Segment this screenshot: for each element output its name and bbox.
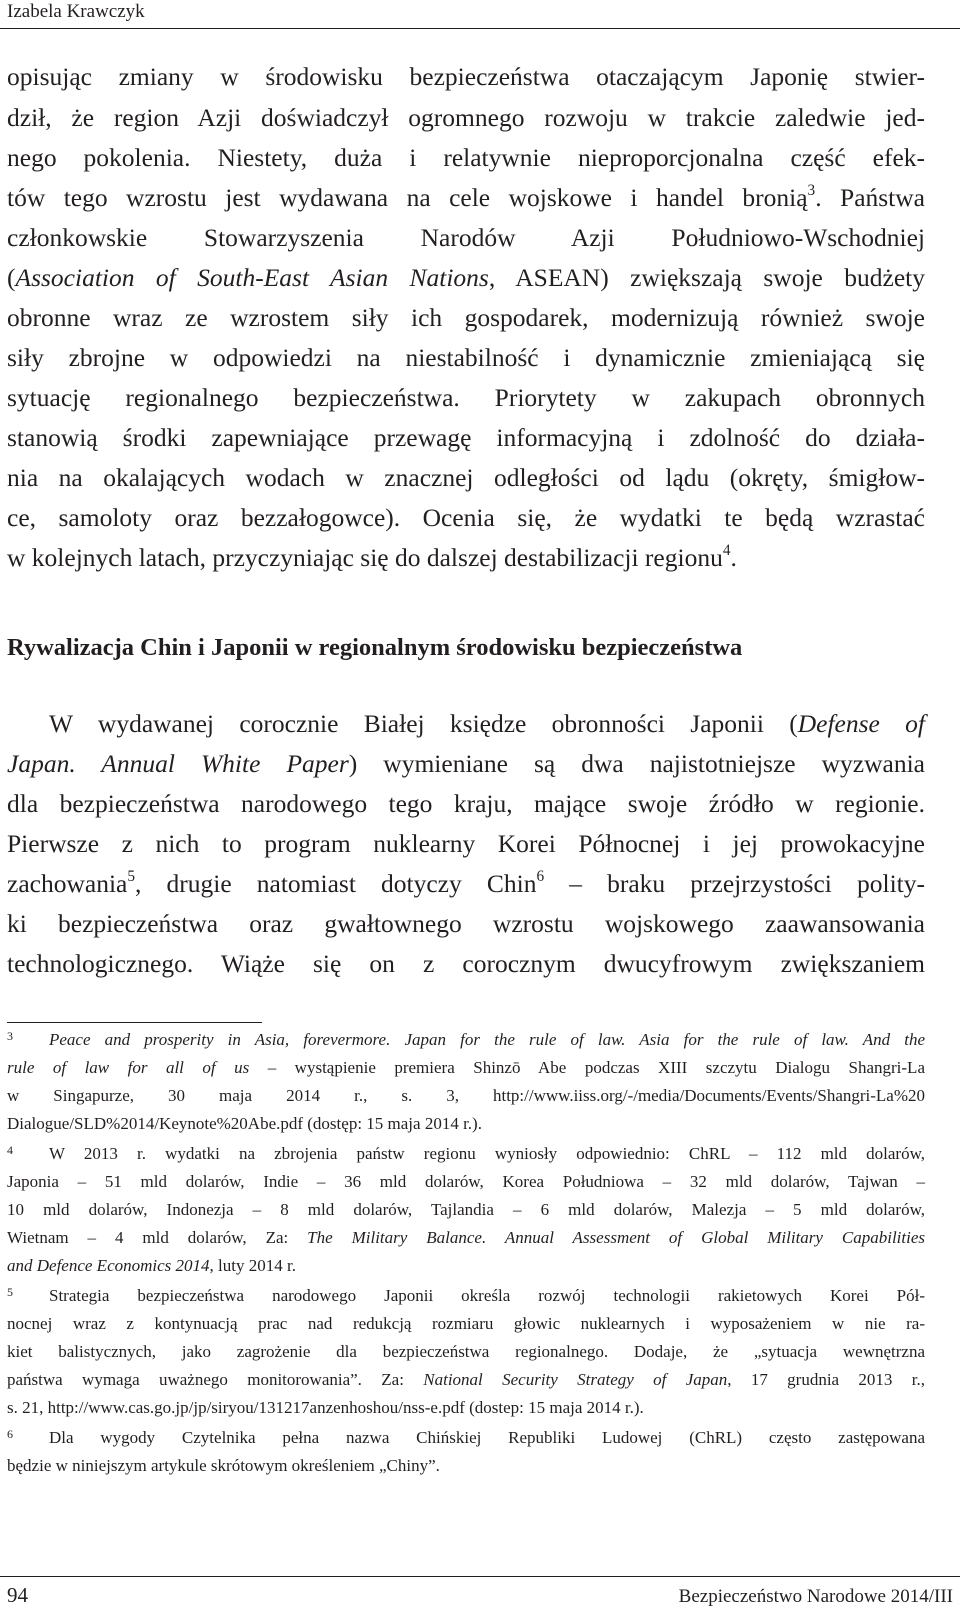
footnote-line: s. 21, http://www.cas.go.jp/jp/siryou/131217anzenhoshou/nss-e.pdf (dostep: 15 maja 2014 r.).: [7, 1398, 644, 1417]
footnote-number: 5: [7, 1285, 13, 1299]
footer-divider: [0, 1576, 960, 1577]
footnote-line: W 2013 r. wydatki na zbrojenia państw regionu wyniosły odpowiednio: ChRL – 112 mld dolarów,: [49, 1144, 925, 1163]
footnote-line: Japonia – 51 mld dolarów, Indie – 36 mld dolarów, Korea Południowa – 32 mld dolarów, Tajwan –: [7, 1172, 925, 1191]
footnote-line: będzie w niniejszym artykule skrótowym określeniem „Chiny”.: [7, 1456, 440, 1475]
text-line: nia na okalających wodach w znacznej odległości od lądu (okręty, śmigłow-: [7, 463, 925, 492]
footnote-ref-6[interactable]: 6: [536, 867, 545, 885]
text-line: sytuację regionalnego bezpieczeństwa. Priorytety w zakupach obronnych: [7, 383, 925, 412]
section-heading: Rywalizacja Chin i Japonii w regionalnym środowisku bezpieczeństwa: [7, 634, 743, 661]
text-line: Japan. Annual White Paper) wymieniane są dwa najistotniejsze wyzwania: [7, 749, 925, 778]
text-line: opisując zmiany w środowisku bezpieczeństwa otaczającym Japonię stwier-: [7, 62, 925, 91]
text-line: w kolejnych latach, przyczyniając się do dalszej destabilizacji regionu$^4$.: [7, 541, 737, 572]
footnote-number: 3: [7, 1029, 13, 1043]
footnote-line: Strategia bezpieczeństwa narodowego Japonii określa rozwój technologii rakietowych Korei Pół-: [49, 1286, 925, 1305]
footnote-line: rule of law for all of us – wystąpienie premiera Shinzō Abe podczas XIII szczytu Dialogu Shangri-La: [7, 1058, 925, 1077]
text-line: tów tego wzrostu jest wydawana na cele wojskowe i handel bronią$^3$. Państwa: [7, 181, 926, 212]
text-line: dla bezpieczeństwa narodowego tego kraju, mające swoje źródło w regionie.: [7, 789, 925, 818]
text-line: Pierwsze z nich to program nuklearny Korei Północnej i jej prowokacyjne: [7, 829, 925, 858]
text-line: nego pokolenia. Niestety, duża i relatywnie nieproporcjonalna część efek-: [7, 143, 925, 172]
footnote-line: nocnej wraz z kontynuacją prac nad redukcją rozmiaru głowic nuklearnych i wyposażeniem w nie ra-: [7, 1314, 925, 1333]
text-line: ki bezpieczeństwa oraz gwałtownego wzrostu wojskowego zaawansowania: [7, 909, 925, 938]
text-line: stanowią środki zapewniające przewagę informacyjną i zdolność do działa-: [7, 423, 925, 452]
text-line: zachowania$^5$, drugie natomiast dotyczy Chin$^6$ – braku przejrzystości polity-: [7, 867, 925, 898]
journal-name: Bezpieczeństwo Narodowe 2014/III: [678, 1586, 953, 1607]
footnote-line: Peace and prosperity in Asia, forevermore. Japan for the rule of law. Asia for the rule of law. And the: [49, 1030, 925, 1049]
footnote-line: państwa wymaga uważnego monitorowania”. Za: National Security Strategy of Japan, 17 grudnia 2013 r.,: [7, 1370, 925, 1389]
footnote-line: 10 mld dolarów, Indonezja – 8 mld dolarów, Tajlandia – 6 mld dolarów, Malezja – 5 mld dolarów,: [7, 1200, 925, 1219]
footnote-ref-3[interactable]: 3: [807, 181, 816, 199]
footnote-ref-4[interactable]: 4: [722, 541, 731, 559]
footnote-divider: [7, 1022, 262, 1023]
text-line: (Association of South-East Asian Nations, ASEAN) zwiększają swoje budżety: [7, 263, 925, 292]
footnote-number: 4: [7, 1143, 13, 1157]
text-line: dził, że region Azji doświadczył ogromnego rozwoju w trakcie zaledwie jed-: [7, 103, 925, 132]
header-divider: [0, 28, 960, 29]
footnote-number: 6: [7, 1427, 13, 1441]
text-line: siły zbrojne w odpowiedzi na niestabilność i dynamicznie zmieniającą się: [7, 343, 925, 372]
footnote-line: Dla wygody Czytelnika pełna nazwa Chińskiej Republiki Ludowej (ChRL) często zastępowana: [49, 1428, 925, 1447]
footnote-line: Wietnam – 4 mld dolarów, Za: The Military Balance. Annual Assessment of Global Military Capabilities: [7, 1228, 925, 1247]
text-line: członkowskie Stowarzyszenia Narodów Azji Południowo-Wschodniej: [7, 223, 925, 252]
page-number: 94: [7, 1583, 28, 1607]
text-line: technologicznego. Wiąże się on z corocznym dwucyfrowym zwiększaniem: [7, 949, 925, 978]
running-header-author: Izabela Krawczyk: [7, 1, 145, 22]
footnote-line: and Defence Economics 2014, luty 2014 r.: [7, 1256, 296, 1275]
footnote-ref-5[interactable]: 5: [127, 867, 135, 885]
text-line: ce, samoloty oraz bezzałogowce). Ocenia się, że wydatki te będą wzrastać: [7, 503, 925, 532]
text-line: W wydawanej corocznie Białej księdze obronności Japonii (Defense of: [49, 709, 925, 738]
footnote-line: Dialogue/SLD%2014/Keynote%20Abe.pdf (dostęp: 15 maja 2014 r.).: [7, 1114, 482, 1133]
text-line: obronne wraz ze wzrostem siły ich gospodarek, modernizują również swoje: [7, 303, 925, 332]
footnote-line: w Singapurze, 30 maja 2014 r., s. 3, http://www.iiss.org/-/media/Documents/Events/Shangri-La%20: [7, 1086, 925, 1105]
footnote-line: kiet balistycznych, jako zagrożenie dla bezpieczeństwa regionalnego. Dodaje, że „sytuacja wewnętrzna: [7, 1342, 925, 1361]
